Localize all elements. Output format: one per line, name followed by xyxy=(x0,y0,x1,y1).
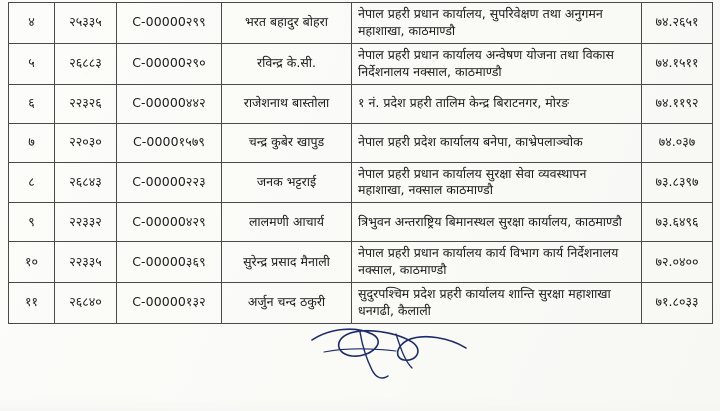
cell-office: नेपाल प्रहरी प्रधान कार्यालय कार्य विभाग कार्य निर्देशनालय नक्साल, काठमाण्डौ xyxy=(352,242,642,283)
cell-office: सुदुरपश्चिम प्रदेश प्रहरी कार्यालय शान्ति सुरक्षा महाशाखा धनगढी, कैलाली xyxy=(352,283,642,324)
table-row xyxy=(9,43,713,84)
cell-score: ७४.११९२ xyxy=(642,84,713,123)
cell-score: ७४.२६५१ xyxy=(642,3,713,44)
results-table-container xyxy=(8,2,712,324)
cell-candidate-id: C-00000२९० xyxy=(117,43,222,84)
cell-score: ७२.०४०० xyxy=(642,242,713,283)
cell-candidate-name: राजेशनाथ बास्तोला xyxy=(222,84,352,123)
cell-candidate-id: C-00000३६९ xyxy=(117,242,222,283)
cell-office: नेपाल प्रहरी प्रधान कार्यालय अन्वेषण योजना तथा विकास निर्देशनालय नक्साल, काठमाण्डौ xyxy=(352,43,642,84)
cell-roll-number: २२०३० xyxy=(55,123,117,162)
cell-office: त्रिभुवन अन्तराष्ट्रिय बिमानस्थल सुरक्षा कार्यालय, काठमाण्डौ xyxy=(352,203,642,242)
table-body xyxy=(9,3,713,324)
cell-candidate-id: C-00000४४२ xyxy=(117,84,222,123)
cell-candidate-id: C-00000२२३ xyxy=(117,162,222,203)
cell-roll-number: २५३३५ xyxy=(55,3,117,44)
cell-roll-number: २२३२६ xyxy=(55,84,117,123)
cell-score: ७४.१५११ xyxy=(642,43,713,84)
cell-serial: ९ xyxy=(9,203,55,242)
cell-roll-number: २६८४३ xyxy=(55,162,117,203)
table-row xyxy=(9,162,713,203)
cell-candidate-id: C-00000४२९ xyxy=(117,203,222,242)
cell-candidate-name: रविन्द्र के.सी. xyxy=(222,43,352,84)
cell-candidate-name: चन्द्र कुबेर खापुड xyxy=(222,123,352,162)
cell-candidate-name: अर्जुन चन्द ठकुरी xyxy=(222,283,352,324)
cell-score: ७४.०३७ xyxy=(642,123,713,162)
cell-office: नेपाल प्रहरी प्रधान कार्यालय सुरक्षा सेवा व्यवस्थापन महाशाखा, नक्साल काठमाण्डौ xyxy=(352,162,642,203)
cell-candidate-id: C-00000१३२ xyxy=(117,283,222,324)
cell-candidate-name: सुरेन्द्र प्रसाद मैनाली xyxy=(222,242,352,283)
cell-office: १ नं. प्रदेश प्रहरी तालिम केन्द्र बिराटनगर, मोरङ xyxy=(352,84,642,123)
page-bottom-fade xyxy=(0,397,720,411)
cell-roll-number: २२३३५ xyxy=(55,242,117,283)
cell-roll-number: २६८४० xyxy=(55,283,117,324)
cell-candidate-name: जनक भट्टराई xyxy=(222,162,352,203)
table-row xyxy=(9,203,713,242)
cell-office: नेपाल प्रहरी प्रधान कार्यालय, सुपरिवेक्षण तथा अनुगमन महाशाखा, काठमाण्डौ xyxy=(352,3,642,44)
cell-roll-number: २६८८३ xyxy=(55,43,117,84)
cell-office: नेपाल प्रहरी प्रदेश कार्यालय बनेपा, काभ्रेपलाञ्चोक xyxy=(352,123,642,162)
signature-stroke xyxy=(300,318,490,388)
cell-roll-number: २२३३२ xyxy=(55,203,117,242)
cell-score: ७१.८०३३ xyxy=(642,283,713,324)
cell-serial: ८ xyxy=(9,162,55,203)
cell-serial: ५ xyxy=(9,43,55,84)
table-row xyxy=(9,3,713,44)
cell-candidate-id: C-0000१५७९ xyxy=(117,123,222,162)
cell-serial: ७ xyxy=(9,123,55,162)
cell-serial: ६ xyxy=(9,84,55,123)
cell-score: ७३.८३९७ xyxy=(642,162,713,203)
table-row xyxy=(9,123,713,162)
cell-serial: १० xyxy=(9,242,55,283)
table-row xyxy=(9,84,713,123)
cell-serial: ११ xyxy=(9,283,55,324)
table-row xyxy=(9,242,713,283)
cell-candidate-name: भरत बहादुर बोहरा xyxy=(222,3,352,44)
cell-candidate-name: लालमणी आचार्य xyxy=(222,203,352,242)
cell-candidate-id: C-00000२९९ xyxy=(117,3,222,44)
candidate-results-table xyxy=(8,2,713,324)
cell-score: ७३.६४९६ xyxy=(642,203,713,242)
cell-serial: ४ xyxy=(9,3,55,44)
signature xyxy=(300,318,490,388)
